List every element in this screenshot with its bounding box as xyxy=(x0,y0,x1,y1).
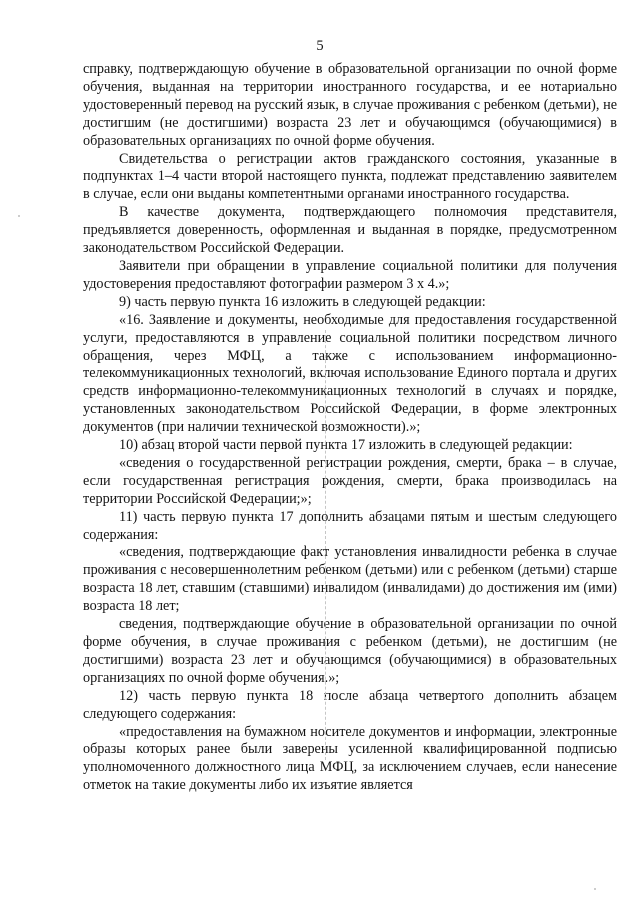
scan-speck xyxy=(18,215,20,217)
paragraph-education: сведения, подтверждающие обучение в образовательной организации по очной форме обучения, в случае проживания с ребенком (детьми), не достигшим (не достигшими) возраста 23 лет и обучающимся (обучающимися) в образовательных организациях по очной форме обучения.»; xyxy=(83,616,617,686)
paragraph-clause-16: «16. Заявление и документы, необходимые для предоставления государственной услуги, предоставляются в управление социальной политики посредством личного обращения, через МФЦ, а также с использованием информационно-телекоммуникационных технологий, включая использование Единого портала и других средств информационно-телекоммуникационных технологий в случаях и порядке, установленных законодательством Российской Федерации, в форме электронных документов (при наличии технической возможности).»; xyxy=(83,311,617,436)
paragraph-paper-documents: «предоставления на бумажном носителе документов и информации, электронные образы которых ранее были заверены усиленной квалифицированной подписью уполномоченного должностного лица МФЦ, за исключением случаев, если нанесение отметок на такие документы либо их изъятие является xyxy=(83,723,617,794)
amendment-item-11: 11) часть первую пункта 17 дополнить абзацами пятым и шестым следующего содержания: xyxy=(83,508,617,543)
paragraph-continuation: справку, подтверждающую обучение в образовательной организации по очной форме обучения, выданная на территории иностранного государства, и ее нотариально удостоверенный перевод на русский язык, в случае проживания с ребенком (детьми), не достигшим (не достигшими) возраста 23 лет и обучающимся (обучающимися) в образовательных организациях по очной форме обучения. xyxy=(83,61,617,149)
page-number: 5 xyxy=(316,38,324,54)
scan-fold-line xyxy=(325,330,326,760)
paragraph-photographs: Заявители при обращении в управление социальной политики для получения удостоверения предоставляют фотографии размером 3 х 4.»; xyxy=(83,257,617,292)
paragraph-disability: «сведения, подтверждающие факт установления инвалидности ребенка в случае проживания с несовершеннолетним ребенком (детьми) или с ребенком (детьми) старше возраста 18 лет, ставшим (ставшими) инвалидом (инвалидами) до достижения им (ими) возраста 18 лет; xyxy=(83,544,617,615)
paragraph-representative: В качестве документа, подтверждающего полномочия представителя, предъявляется доверенность, оформленная и выданная в порядке, предусмотренном законодательством Российской Федерации. xyxy=(83,204,617,257)
amendment-item-10: 10) абзац второй части первой пункта 17 изложить в следующей редакции: xyxy=(119,437,573,454)
paragraph-civil-registration: «сведения о государственной регистрации рождения, смерти, брака – в случае, если государственная регистрация рождения, смерти, брака производилась на территории Российской Федерации;»; xyxy=(83,454,617,507)
amendment-item-12: 12) часть первую пункта 18 после абзаца четвертого дополнить абзацем следующего содержания: xyxy=(83,687,617,722)
paragraph-certificates: Свидетельства о регистрации актов гражданского состояния, указанные в подпунктах 1–4 части второй настоящего пункта, подлежат представлению заявителем в случае, если они выданы компетентными органами иностранного государства. xyxy=(83,150,617,203)
amendment-item-9: 9) часть первую пункта 16 изложить в следующей редакции: xyxy=(119,293,486,310)
document-body xyxy=(83,61,617,795)
scan-speck xyxy=(594,888,596,890)
